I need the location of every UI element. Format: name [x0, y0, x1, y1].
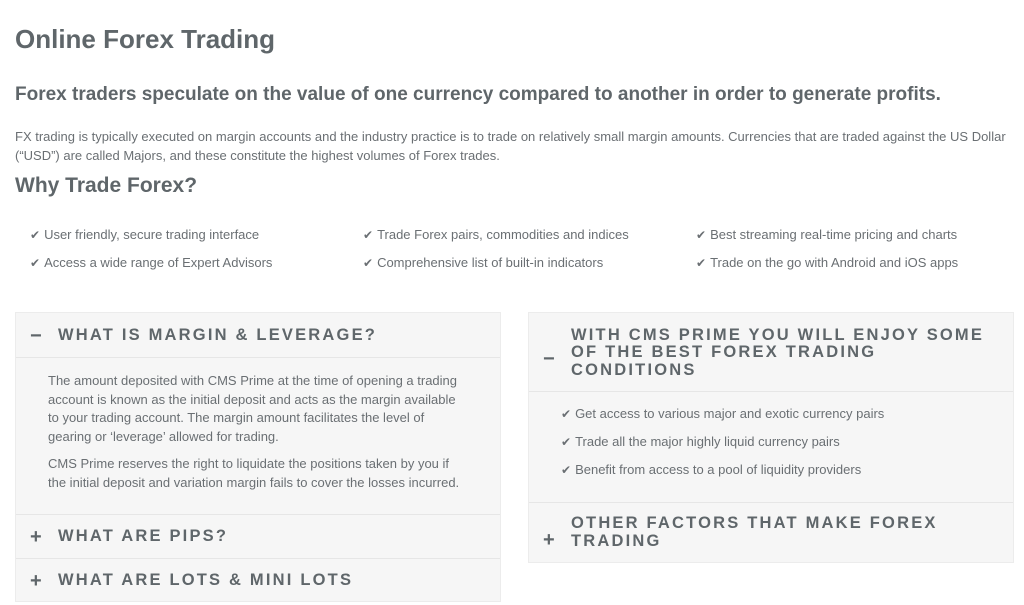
accordion-paragraph: CMS Prime reserves the right to liquidate the positions taken by you if the initial deposit and variation margin fails to cover the losses incurred.	[48, 456, 460, 490]
plus-icon[interactable]: +	[30, 570, 42, 592]
feature-item	[696, 225, 1016, 244]
accordion-panel-conditions	[529, 392, 1013, 502]
check-icon: ✔	[696, 255, 707, 270]
check-icon: ✔	[363, 227, 374, 242]
check-icon: ✔	[696, 227, 707, 242]
feature-item	[363, 225, 696, 244]
accordion-header-lots[interactable]	[16, 559, 500, 603]
check-icon: ✔	[561, 434, 572, 449]
feature-label: User friendly, secure trading interface	[44, 227, 260, 242]
faq-accordion	[15, 312, 501, 602]
accordion-title[interactable]: OTHER FACTORS THAT MAKE FOREX TRADING	[571, 514, 938, 550]
feature-list	[30, 225, 1020, 272]
check-icon: ✔	[30, 255, 41, 270]
feature-label: Best streaming real-time pricing and charts	[710, 227, 958, 242]
check-icon: ✔	[363, 255, 374, 270]
feature-label: Trade Forex pairs, commodities and indices	[377, 227, 629, 242]
plus-icon[interactable]: +	[30, 526, 42, 548]
list-item-label: Get access to various major and exotic currency pairs	[575, 406, 885, 421]
minus-icon[interactable]: −	[543, 348, 555, 370]
accordion-title[interactable]: WHAT ARE LOTS & MINI LOTS	[58, 571, 354, 589]
feature-item	[363, 253, 696, 272]
list-item-label: Benefit from access to a pool of liquidity providers	[575, 462, 862, 477]
feature-item	[696, 253, 1016, 272]
list-item	[561, 404, 1013, 423]
feature-label: Trade on the go with Android and iOS apps	[710, 255, 959, 270]
accordion-header-margin-leverage[interactable]	[16, 313, 500, 357]
why-trade-heading: Why Trade Forex?	[15, 174, 198, 197]
minus-icon[interactable]: −	[30, 325, 42, 347]
accordion-title[interactable]: WITH CMS PRIME YOU WILL ENJOY SOME OF THE BEST FOREX TRADING CONDITIONS	[571, 325, 985, 379]
check-icon: ✔	[561, 462, 572, 477]
feature-label: Comprehensive list of built-in indicators	[377, 255, 604, 270]
feature-item	[30, 253, 363, 272]
feature-item	[30, 225, 363, 244]
accordion-header-other-factors[interactable]	[529, 503, 1013, 563]
accordion-header-conditions[interactable]	[529, 313, 1013, 391]
list-item-label: Trade all the major highly liquid currency pairs	[575, 434, 840, 449]
intro-paragraph: FX trading is typically executed on margin accounts and the industry practice is to trade on relatively small margin amounts. Currencies that are traded against the US Dollar (“USD”) are called Majors, and these constitute the highest volumes of Forex trades.	[15, 129, 1006, 163]
list-item	[561, 432, 1013, 451]
accordion-title[interactable]: WHAT ARE PIPS?	[58, 527, 229, 545]
page-subtitle: Forex traders speculate on the value of one currency compared to another in order to generate profits.	[15, 84, 941, 105]
check-icon: ✔	[561, 406, 572, 421]
check-icon: ✔	[30, 227, 41, 242]
accordion-panel-margin-leverage	[16, 358, 500, 514]
accordion-header-pips[interactable]	[16, 515, 500, 558]
list-item	[561, 460, 1013, 479]
plus-icon[interactable]: +	[543, 528, 555, 551]
page-title: Online Forex Trading	[15, 24, 276, 54]
accordion-paragraph: The amount deposited with CMS Prime at the time of opening a trading account is known as the initial deposit and acts as the margin available to your trading account. The margin amount facilitates the level of gearing or ‘leverage’ allowed for trading.	[48, 373, 457, 444]
feature-label: Access a wide range of Expert Advisors	[44, 255, 273, 270]
conditions-accordion	[528, 312, 1014, 563]
accordion-title[interactable]: WHAT IS MARGIN & LEVERAGE?	[58, 326, 378, 344]
